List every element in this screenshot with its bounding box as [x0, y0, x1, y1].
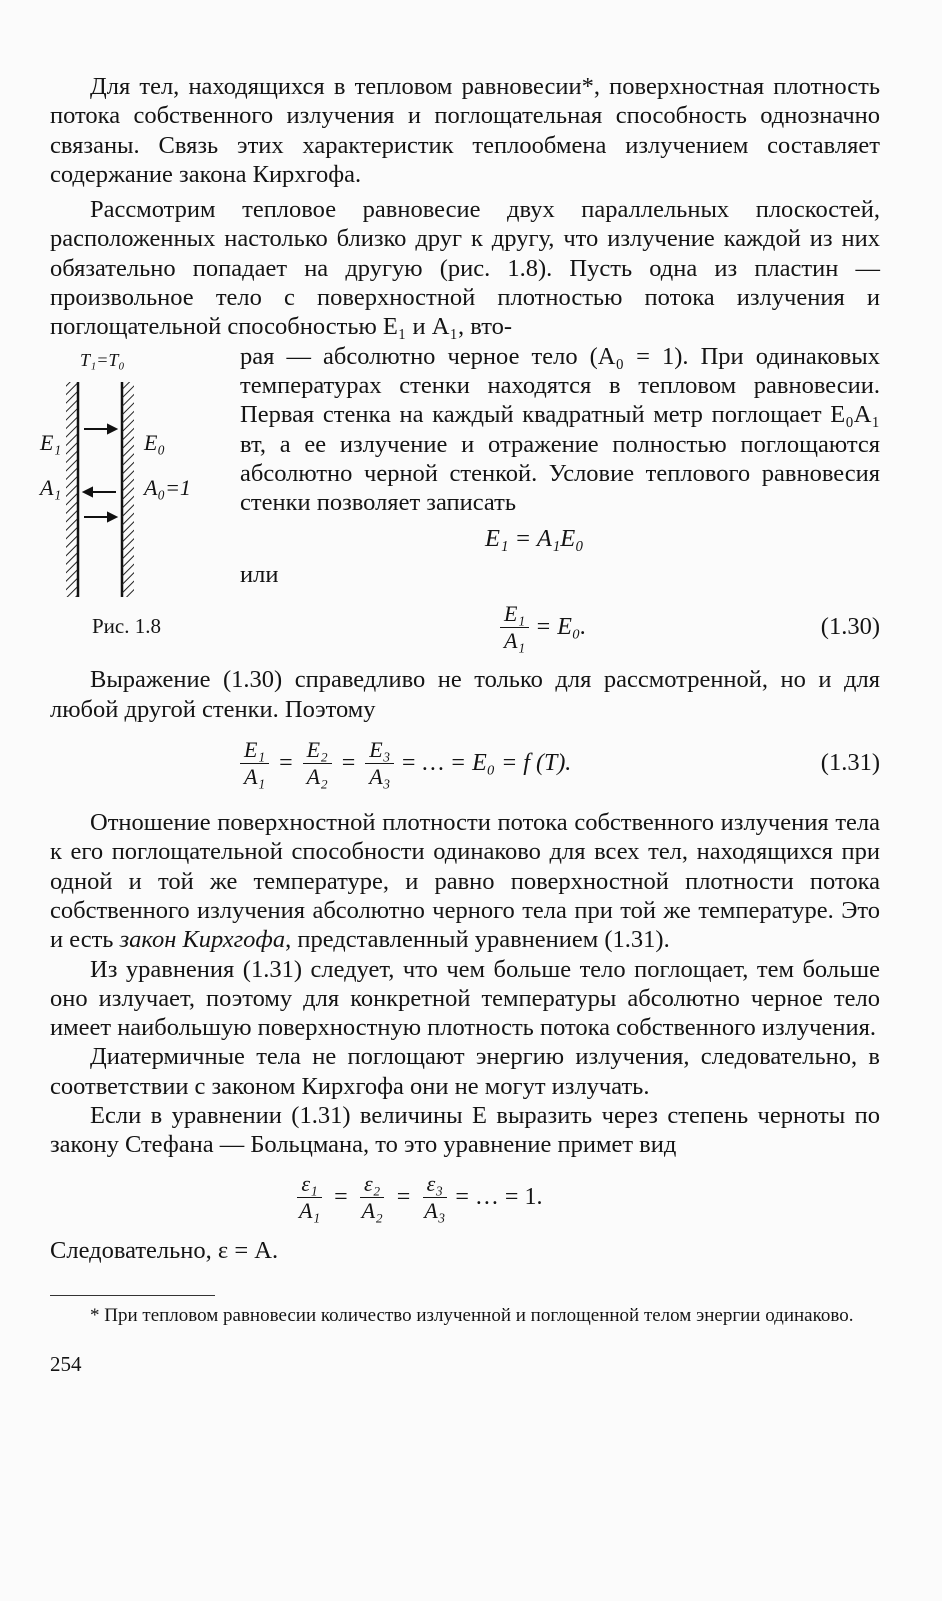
equation-1-31: $\frac{\text{E₁}}{\text{A₁}}$ = $\frac{\text{E₂}}{\text{A₂}}$ = $\frac{\text{E₃}}{\text{A₃}}$ = … = E₀ = f (T). (1.31) — [50, 724, 880, 802]
paragraph-5: Из уравнения (1.31) следует, что чем больше тело поглощает, тем больше оно излучает, поэтому для конкретной температуры абсолютно черное тело имеет наибольшую поверхностную плотность потока собственного излучения. — [50, 955, 880, 1042]
figure-row — [40, 342, 880, 658]
paragraph-2-side: рая — абсолютно черное тело (A₀ = 1). При одинаковых температурах стенки находятся в тепловом равновесии. Первая стенка на каждый квадратный метр поглощает E₀A₁ вт, а ее излучение и отражение полностью поглощаются абсолютно черной стенкой. Условие теплового равновесия стенки позволяет записать — [240, 342, 880, 517]
equation-number-1-30: (1.30) — [820, 613, 880, 641]
paragraph-2-top: Рассмотрим тепловое равновесие двух параллельных плоскостей, расположенных настолько близко друг к другу, что излучение каждой из них обязательно попадает на другую (рис. 1.8). Пусть одна из пластин — произвольное тело с поверхностной плотностью потока излучения и поглощательной способностью E₁ и A₁, вто- — [50, 196, 880, 341]
right-wall-hatching — [122, 382, 134, 597]
temperature-label: T₁=T₀ — [80, 349, 125, 370]
word-or-line: или — [240, 561, 279, 589]
paragraph-4: Отношение поверхностной плотности потока собственного излучения тела к его поглощательной способности одинаково для всех тел, находящихся при одной и той же температуре, и равно поверхностной плотности потока собственного излучения абсолютно черного тела при той же температуре. Это и есть закон Кирхгофа, представленный уравнением (1.31). — [50, 809, 880, 954]
left-wall-hatching — [66, 382, 78, 597]
page-number: 254 — [50, 1351, 82, 1376]
side-text — [240, 342, 880, 658]
footnote-rule — [50, 1295, 215, 1296]
paragraph-6: Диатермичные тела не поглощают энергию излучения, следовательно, в соответствии с законом Кирхгофа они не могут излучать. — [50, 1043, 880, 1100]
equation-1-30: $\frac{\text{E₁}}{\text{A₁}}$ = E₀. (1.30) — [240, 597, 880, 657]
paragraph-1: Для тел, находящихся в тепловом равновесии*, поверхностная плотность потока собственного излучения и поглощательная способность однозначно связаны. Связь этих характеристик теплообмена излучением составляет содержание закона Кирхгофа. — [50, 73, 880, 188]
equation-number-1-31: (1.31) — [820, 749, 880, 777]
footnote: * При тепловом равновесии количество излученной и поглощенной телом энергии одинаково. — [90, 1304, 854, 1326]
label-a1: A₁ — [40, 474, 62, 500]
paragraph-7: Если в уравнении (1.31) величины E выразить через степень черноты по закону Стефана — Больцмана, то это уравнение примет вид — [50, 1102, 880, 1159]
label-e1: E₁ — [40, 429, 62, 455]
figure-1-8 — [40, 342, 240, 642]
label-e0: E₀ — [144, 429, 166, 455]
figure-caption: Рис. 1.8 — [92, 613, 161, 638]
page — [40, 72, 880, 1377]
equation-epsilon: $\frac{\text{ε₁}}{\text{A₁}}$ = $\frac{\text{ε₂}}{\text{A₂}}$ = $\frac{\text{ε₃}}{\text{A₃}}$ = … = 1. — [299, 1171, 543, 1224]
paragraph-3: Выражение (1.30) справедливо не только для рассмотренной, но и для любой другой стенки. Поэтому — [50, 666, 880, 723]
label-a0: A₀=1 — [144, 474, 191, 500]
radiation-arrows — [84, 425, 116, 521]
conclusion: Следовательно, ε = A. — [50, 1236, 279, 1264]
equation-inline: E₁ = A₁E₀ — [485, 525, 584, 553]
